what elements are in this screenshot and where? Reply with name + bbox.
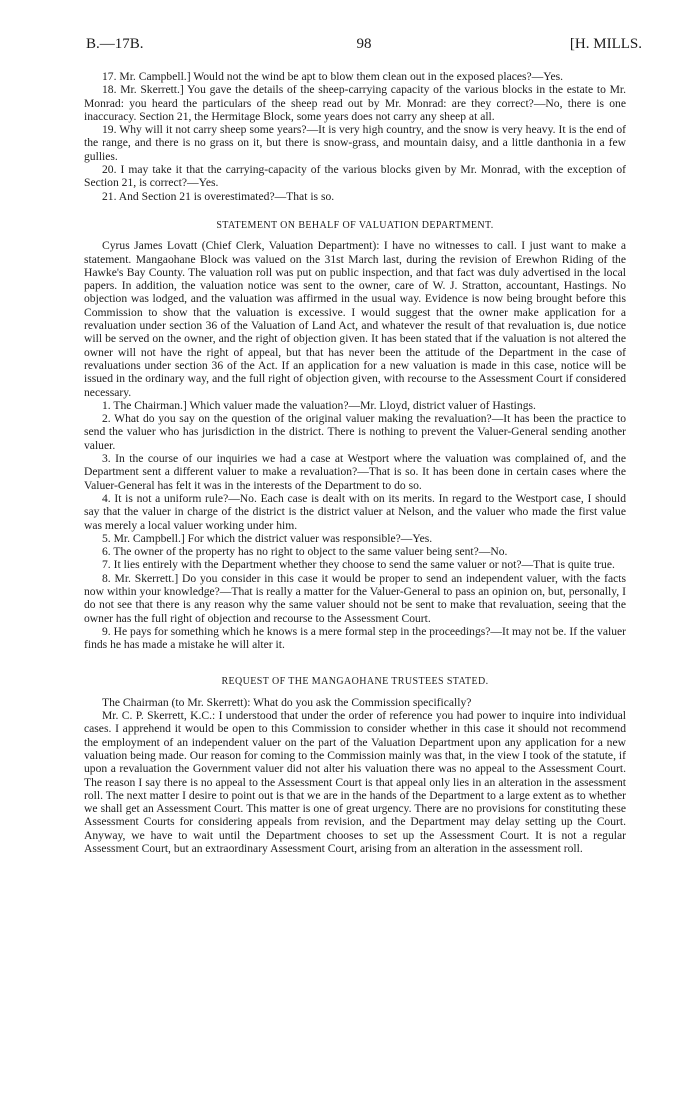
- section-heading-trustees-request: REQUEST OF THE MANGAOHANE TRUSTEES STATED.: [221, 676, 489, 688]
- answer-2: 2. What do you say on the question of the original valuer making the revaluation?—It has been the practice to send the valuer who has jurisdiction in the district. There is nothing to prevent the Valuer-General sending another valuer.: [84, 412, 626, 452]
- answer-4: 4. It is not a uniform rule?—No. Each case is dealt with on its merits. In regard to the Westport case, I should say that the valuer in charge of the district is the district valuer at Nelson, and the valuer who made the first value was merely a local valuer working under him.: [84, 491, 626, 532]
- answer-7: 7. It lies entirely with the Department whether they choose to send the same valuer or not?—That is quite true.: [102, 558, 615, 572]
- section-heading-valuation-department: STATEMENT ON BEHALF OF VALUATION DEPARTMENT.: [216, 219, 494, 231]
- witness-name: [H. MILLS.: [569, 36, 642, 52]
- question-17: 17. Mr. Campbell.] Would not the wind be apt to blow them clean out in the exposed places?—Yes.: [102, 70, 564, 83]
- statement-paragraph: Cyrus James Lovatt (Chief Clerk, Valuation Department): I have no witnesses to call. I just want to make a statement. Mangaohane Block was valued on the 31st March last, during the revision of Erewhon Riding of the Hawke's Bay County. The valuation roll was put on public inspection, and that fact was duly advertised in the local papers. In addition, the valuation notice was sent to the owner, care of W. J. Stratton, accountant, Hastings. No objection was lodged, and the valuation was affirmed in the usual way. Evidence is now being brought before this Commission to show that the valuation is excessive. I would suggest that the owner make application for a revaluation under section 36 of the Valuation of Land Act, and whatever the result of that revaluation is, due notice will be served on the owner, and the right of objection given. It has been stated that if the valuation is not altered the owner will not have the right of appeal, but that has never been the attitude of the Department in the case of revaluations under section 36 of the Act. If an application for a new valuation is made in this case, notice will be issued in the ordinary way, and the full right of objection given, with recourse to the Assessment Court if considered necessary.: [84, 239, 626, 399]
- answer-5: 5. Mr. Campbell.] For which the district valuer was responsible?—Yes.: [102, 531, 433, 545]
- question-21: 21. And Section 21 is overestimated?—That is so.: [102, 189, 335, 203]
- counsel-reply: Mr. C. P. Skerrett, K.C.: I understood that under the order of reference you had power to inquire into individual cases. I apprehend it would be open to this Commission to consider whether in this case it should not recommend the employment of an independent valuer on the part of the Valuation Department upon any application for a new valuation being made. Our reason for coming to the Commission mainly was that, in the view I took of the statute, if upon a revaluation the Government valuer did not alter his valuation there was no appeal to the Assessment Court. The reason I say there is no appeal to the Assessment Court is that appeal only lies in an alteration in the assessment roll. The next matter I desire to point out is that we are in the hands of the Department to a large extent as to whether we shall get an Assessment Court. This matter is one of great urgency. There are no provisions for constituting these Assessment Courts for considering appeals from revision, and the Department may delay setting up the Court. Anyway, we have to wait until the Department chooses to set up the Assessment Court. It is not a regular Assessment Court, but an extraordinary Assessment Court, arising from an alteration in the assessment roll.: [84, 709, 626, 856]
- answer-9: 9. He pays for something which he knows is a mere formal step in the proceedings?—It may not be. If the valuer finds he has made a mistake he will alter it.: [84, 624, 626, 652]
- page-number: 98: [356, 36, 372, 52]
- answer-1: 1. The Chairman.] Which valuer made the valuation?—Mr. Lloyd, district valuer of Hastings.: [102, 398, 536, 412]
- answer-3: 3. In the course of our inquiries we had a case at Westport where the valuation was complained of, and the Department sent a different valuer to make a revaluation?—That is so. It has been done in certain cases where the Valuer-General has felt it was in the interests of the Department to do so.: [84, 452, 626, 492]
- answer-6: 6. The owner of the property has no right to object to the same valuer being sent?—No.: [102, 545, 508, 559]
- question-18: 18. Mr. Skerrett.] You gave the details of the sheep-carrying capacity of the various blocks in the estate to Mr. Monrad: you heard the particulars of the sheep read out by Mr. Monrad: are they correct?—No, there is one inaccuracy. Section 21, the Hermitage Block, some years does not carry any sheep at all.: [84, 83, 626, 123]
- report-reference: B.—17B.: [86, 36, 144, 52]
- chairman-question: The Chairman (to Mr. Skerrett): What do you ask the Commission specifically?: [102, 695, 472, 709]
- page-header: [86, 38, 642, 56]
- document-body: [84, 70, 626, 855]
- answer-8: 8. Mr. Skerrett.] Do you consider in this case it would be proper to send an independent valuer, with the facts now within your knowledge?—That is really a matter for the Valuer-General to pass an opinion on, but, personally, I do not see that there is any reason why the same valuer should not be sent to make that revaluation, seeing that the owner has the full right of objection and recourse to the Assessment Court.: [84, 571, 626, 625]
- question-19: 19. Why will it not carry sheep some years?—It is very high country, and the snow is very heavy. It is the end of the range, and there is no grass on it, but there is snow-grass, and mountain daisy, and a little danthonia in a few gullies.: [84, 123, 626, 163]
- question-20: 20. I may take it that the carrying-capacity of the various blocks given by Mr. Monrad, with the exception of Section 21, is correct?—Yes.: [84, 163, 626, 190]
